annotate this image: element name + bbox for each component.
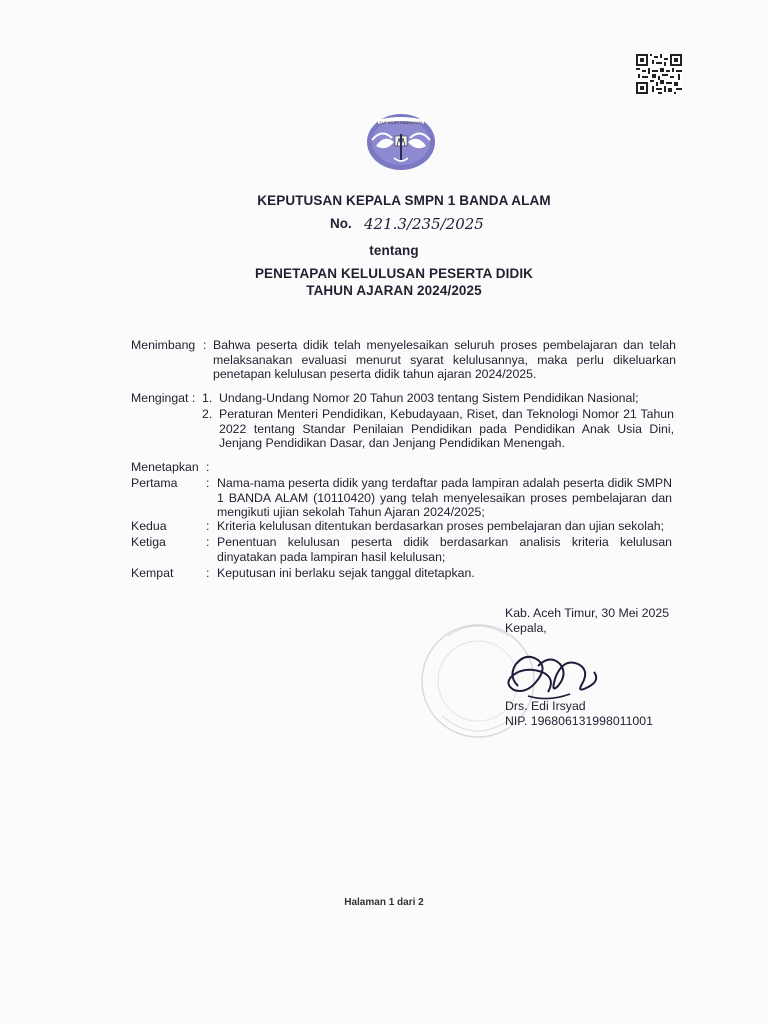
mengingat-item-number: 1. <box>202 391 213 405</box>
menetapkan-colon: : <box>206 460 210 474</box>
number-value: 421.3/235/2025 <box>364 215 484 233</box>
page-number: Halaman 1 dari 2 <box>344 897 424 908</box>
kedua-label: Kedua <box>131 519 167 533</box>
pertama-line: Nama-nama peserta didik yang terdaftar pada lampiran adalah peserta didik SMPN <box>217 476 672 490</box>
signatory-name: Drs. Edi Irsyad <box>505 699 586 713</box>
svg-text:TUT WURI HANDAYANI: TUT WURI HANDAYANI <box>379 120 423 125</box>
signatory-position: Kepala, <box>505 621 547 635</box>
mengingat-line: Peraturan Menteri Pendidikan, Kebudayaan, Riset, dan Teknologi Nomor 21 Tahun <box>219 407 674 421</box>
subject-line-1: PENETAPAN KELULUSAN PESERTA DIDIK <box>254 266 534 281</box>
pertama-text <box>217 476 672 520</box>
tentang-label: tentang <box>369 243 419 258</box>
tut-wuri-handayani-logo <box>364 112 438 172</box>
menimbang-line: Bahwa peserta didik telah menyelesaikan seluruh proses pembelajaran dan telah <box>213 338 676 352</box>
keempat-line: Keputusan ini berlaku sejak tanggal ditetapkan. <box>217 566 475 580</box>
ketiga-line: Penentuan kelulusan peserta didik berdasarkan analisis kriteria kelulusan <box>217 535 672 549</box>
kedua-colon: : <box>206 519 210 533</box>
keempat-text <box>217 566 677 581</box>
mengingat-item-number: 2. <box>202 407 213 421</box>
ketiga-label: Ketiga <box>131 535 166 549</box>
pertama-line: 1 BANDA ALAM (10110420) yang telah menyelesaikan proses pembelajaran dan <box>217 490 672 505</box>
menimbang-colon: : <box>203 338 207 352</box>
ketiga-colon: : <box>206 535 210 549</box>
keempat-label: Kempat <box>131 566 174 580</box>
keempat-colon: : <box>206 566 210 580</box>
menimbang-line: melaksanakan evaluasi menurut syarat kelulusannya, maka perlu dikeluarkan <box>213 352 676 367</box>
number-label: No. <box>330 216 352 231</box>
handwritten-number <box>362 212 488 236</box>
menimbang-text <box>213 338 676 382</box>
signatory-nip: NIP. 196806131998011001 <box>505 714 653 728</box>
place-date: Kab. Aceh Timur, 30 Mei 2025 <box>505 606 670 620</box>
kedua-line: Kriteria kelulusan ditentukan berdasarkan proses pembelajaran dan ujian sekolah; <box>217 519 665 533</box>
mengingat-line: Jenjang Pendidikan Dasar, dan Jenjang Pendidikan Menengah. <box>219 436 565 450</box>
subject-line-2: TAHUN AJARAN 2024/2025 <box>306 283 482 298</box>
kedua-text <box>217 519 677 534</box>
menimbang-line: penetapan kelulusan peserta didik tahun ajaran 2024/2025. <box>213 367 537 381</box>
pertama-label: Pertama <box>131 476 178 490</box>
mengingat-label: Mengingat : <box>131 391 196 405</box>
qr-code-icon <box>636 54 682 94</box>
ketiga-line: dinyatakan pada lampiran hasil kelulusan; <box>217 549 446 564</box>
ketiga-text <box>217 535 672 564</box>
mengingat-item-2 <box>219 407 674 451</box>
mengingat-item-1 <box>219 391 689 406</box>
mengingat-line: 2022 tentang Standar Penilaian Pendidikan pada Pendidikan Anak Usia Dini, <box>219 421 674 436</box>
menetapkan-label: Menetapkan <box>131 460 199 474</box>
pertama-line: mengikuti ujian sekolah Tahun Ajaran 2024/2025; <box>217 505 485 519</box>
mengingat-line: Undang-Undang Nomor 20 Tahun 2003 tentang Sistem Pendidikan Nasional; <box>219 391 639 405</box>
pertama-colon: : <box>206 476 210 490</box>
menimbang-label: Menimbang <box>131 338 196 352</box>
document-title: KEPUTUSAN KEPALA SMPN 1 BANDA ALAM <box>257 193 551 208</box>
